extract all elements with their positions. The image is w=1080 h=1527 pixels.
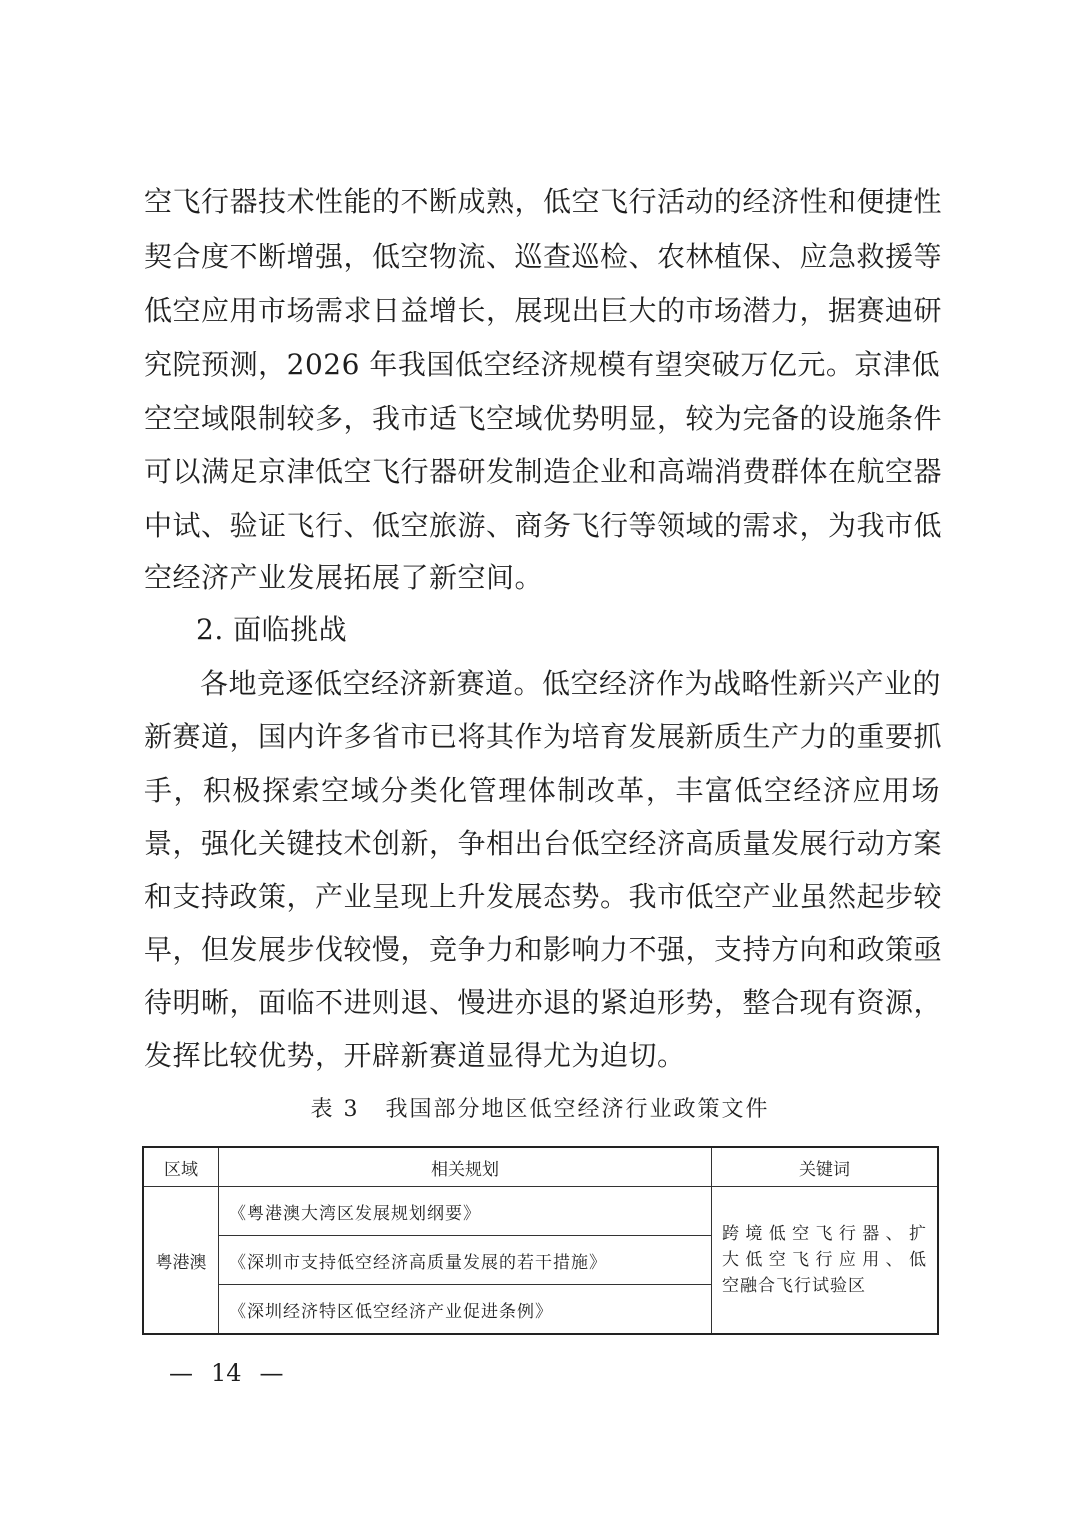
policy-table [142,1146,939,1335]
text-line: 可以满足京津低空飞行器研发制造企业和高端消费群体在航空器 [144,455,943,488]
table-caption [0,1093,1080,1127]
header-plans: 相关规划 [219,1147,712,1187]
plan-cell: 《深圳经济特区低空经济产业促进条例》 [219,1285,712,1335]
text-line: 手，积极探索空域分类化管理体制改革，丰富低空经济应用场 [144,774,940,807]
text-line: 待明晰，面临不进则退、慢进亦退的紧迫形势，整合现有资源， [144,986,943,1019]
header-region: 区域 [143,1147,219,1187]
keywords-cell [712,1187,939,1335]
text-line: 发挥比较优势，开辟新赛道显得尤为迫切。 [144,1039,686,1072]
text-line: 景，强化关键技术创新，争相出台低空经济高质量发展行动方案 [144,827,943,860]
section-subheading: 2. 面临挑战 [196,613,348,646]
text-line: 早，但发展步伐较慢，竞争力和影响力不强，支持方向和政策亟 [144,933,943,966]
table-caption-number: 表 3 [310,1097,360,1122]
text-line: 空空域限制较多，我市适飞空域优势明显，较为完备的设施条件 [144,402,943,435]
text-line: 空经济产业发展拓展了新空间。 [144,561,544,594]
keywords-line: 空融合飞行试验区 [722,1276,866,1296]
page-dash-left: — [169,1359,193,1387]
page-dash-right: — [259,1359,284,1387]
plan-cell: 《粤港澳大湾区发展规划纲要》 [219,1187,712,1236]
text-line: 低空应用市场需求日益增长，展现出巨大的市场潜力，据赛迪研 [144,294,943,327]
text-line: 和支持政策，产业呈现上升发展态势。我市低空产业虽然起步较 [144,880,943,913]
keywords-line: 大低空飞行应用、低 [722,1250,927,1270]
text-line: 各地竞逐低空经济新赛道。低空经济作为战略性新兴产业的 [200,667,942,700]
table-row [143,1187,938,1236]
plan-cell: 《深圳市支持低空经济高质量发展的若干措施》 [219,1236,712,1285]
text-line: 空飞行器技术性能的不断成熟，低空飞行活动的经济性和便捷性 [144,185,943,218]
header-keywords: 关键词 [712,1147,939,1187]
keywords-line: 跨境低空飞行器、扩 [722,1224,927,1244]
table-header-row [143,1147,938,1187]
text-line: 中试、验证飞行、低空旅游、商务飞行等领域的需求，为我市低 [144,509,943,542]
table-caption-title: 我国部分地区低空经济行业政策文件 [385,1097,770,1122]
text-line: 契合度不断增强，低空物流、巡查巡检、农林植保、应急救援等 [144,240,943,273]
page-number-value: 14 [211,1359,242,1387]
region-cell: 粤港澳 [143,1187,219,1335]
text-line: 新赛道，国内许多省市已将其作为培育发展新质生产力的重要抓 [144,720,943,753]
page-number [165,1356,288,1390]
text-line: 究院预测，2026 年我国低空经济规模有望突破万亿元。京津低 [144,348,940,381]
